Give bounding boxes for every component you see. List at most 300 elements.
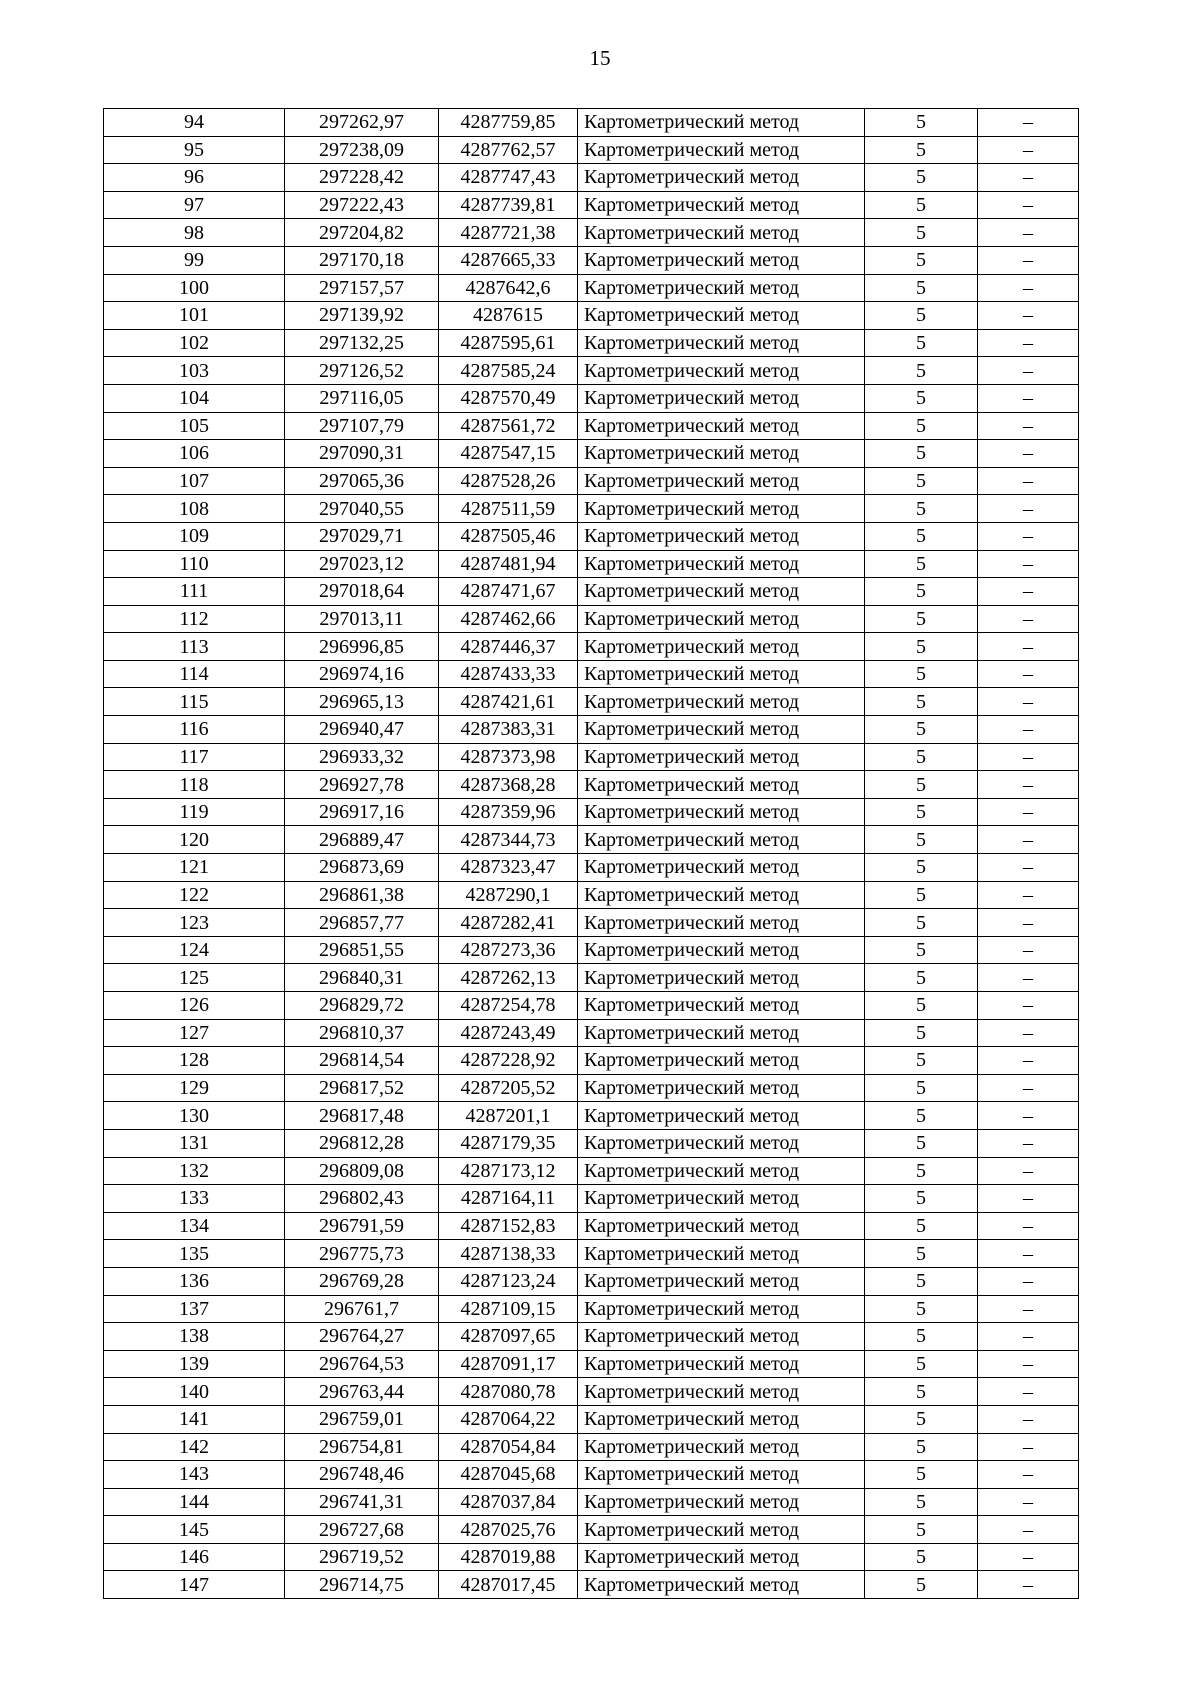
accuracy-cell: 5: [865, 1185, 978, 1213]
x-coordinate-cell: 296933,32: [285, 743, 439, 771]
accuracy-cell: 5: [865, 716, 978, 744]
x-coordinate-cell: 296741,31: [285, 1488, 439, 1516]
point-number-cell: 94: [104, 109, 285, 137]
accuracy-cell: 5: [865, 1461, 978, 1489]
accuracy-cell: 5: [865, 522, 978, 550]
x-coordinate-cell: 297065,36: [285, 467, 439, 495]
x-coordinate-cell: 296764,27: [285, 1323, 439, 1351]
method-cell: Картометрический метод: [578, 771, 865, 799]
table-row: [104, 384, 1079, 412]
table-row: [104, 302, 1079, 330]
table-row: [104, 964, 1079, 992]
point-number-cell: 98: [104, 219, 285, 247]
accuracy-cell: 5: [865, 605, 978, 633]
table-row: [104, 605, 1079, 633]
note-cell: –: [978, 1074, 1079, 1102]
accuracy-cell: 5: [865, 1129, 978, 1157]
note-cell: –: [978, 495, 1079, 523]
x-coordinate-cell: 297262,97: [285, 109, 439, 137]
x-coordinate-cell: 296974,16: [285, 660, 439, 688]
x-coordinate-cell: 297228,42: [285, 164, 439, 192]
accuracy-cell: 5: [865, 1240, 978, 1268]
point-number-cell: 106: [104, 440, 285, 468]
x-coordinate-cell: 296759,01: [285, 1405, 439, 1433]
method-cell: Картометрический метод: [578, 909, 865, 937]
y-coordinate-cell: 4287511,59: [439, 495, 578, 523]
table-row: [104, 854, 1079, 882]
point-number-cell: 111: [104, 578, 285, 606]
table-row: [104, 992, 1079, 1020]
note-cell: –: [978, 1350, 1079, 1378]
x-coordinate-cell: 297204,82: [285, 219, 439, 247]
x-coordinate-cell: 296727,68: [285, 1516, 439, 1544]
point-number-cell: 120: [104, 826, 285, 854]
method-cell: Картометрический метод: [578, 1129, 865, 1157]
table-row: [104, 1571, 1079, 1599]
accuracy-cell: 5: [865, 1571, 978, 1599]
note-cell: –: [978, 136, 1079, 164]
point-number-cell: 123: [104, 909, 285, 937]
point-number-cell: 134: [104, 1212, 285, 1240]
table-row: [104, 109, 1079, 137]
note-cell: –: [978, 771, 1079, 799]
table-row: [104, 1405, 1079, 1433]
accuracy-cell: 5: [865, 495, 978, 523]
table-row: [104, 136, 1079, 164]
x-coordinate-cell: 296927,78: [285, 771, 439, 799]
accuracy-cell: 5: [865, 412, 978, 440]
accuracy-cell: 5: [865, 1433, 978, 1461]
method-cell: Картометрический метод: [578, 191, 865, 219]
accuracy-cell: 5: [865, 246, 978, 274]
method-cell: Картометрический метод: [578, 743, 865, 771]
note-cell: –: [978, 1323, 1079, 1351]
method-cell: Картометрический метод: [578, 1571, 865, 1599]
y-coordinate-cell: 4287025,76: [439, 1516, 578, 1544]
point-number-cell: 125: [104, 964, 285, 992]
note-cell: –: [978, 274, 1079, 302]
table-row: [104, 826, 1079, 854]
x-coordinate-cell: 296861,38: [285, 881, 439, 909]
point-number-cell: 108: [104, 495, 285, 523]
y-coordinate-cell: 4287570,49: [439, 384, 578, 412]
x-coordinate-cell: 296873,69: [285, 854, 439, 882]
accuracy-cell: 5: [865, 1102, 978, 1130]
accuracy-cell: 5: [865, 1405, 978, 1433]
accuracy-cell: 5: [865, 1350, 978, 1378]
point-number-cell: 105: [104, 412, 285, 440]
point-number-cell: 117: [104, 743, 285, 771]
method-cell: Картометрический метод: [578, 1157, 865, 1185]
table-row: [104, 412, 1079, 440]
note-cell: –: [978, 633, 1079, 661]
note-cell: –: [978, 660, 1079, 688]
point-number-cell: 114: [104, 660, 285, 688]
table-row: [104, 1047, 1079, 1075]
method-cell: Картометрический метод: [578, 219, 865, 247]
y-coordinate-cell: 4287019,88: [439, 1543, 578, 1571]
point-number-cell: 130: [104, 1102, 285, 1130]
y-coordinate-cell: 4287243,49: [439, 1019, 578, 1047]
accuracy-cell: 5: [865, 1267, 978, 1295]
note-cell: –: [978, 964, 1079, 992]
table-row: [104, 1267, 1079, 1295]
y-coordinate-cell: 4287344,73: [439, 826, 578, 854]
accuracy-cell: 5: [865, 964, 978, 992]
accuracy-cell: 5: [865, 302, 978, 330]
table-row: [104, 191, 1079, 219]
table-row: [104, 246, 1079, 274]
accuracy-cell: 5: [865, 798, 978, 826]
table-row: [104, 1185, 1079, 1213]
note-cell: –: [978, 881, 1079, 909]
point-number-cell: 137: [104, 1295, 285, 1323]
point-number-cell: 136: [104, 1267, 285, 1295]
note-cell: –: [978, 992, 1079, 1020]
point-number-cell: 118: [104, 771, 285, 799]
note-cell: –: [978, 1019, 1079, 1047]
table-row: [104, 1378, 1079, 1406]
y-coordinate-cell: 4287368,28: [439, 771, 578, 799]
point-number-cell: 135: [104, 1240, 285, 1268]
note-cell: –: [978, 605, 1079, 633]
table-row: [104, 1102, 1079, 1130]
table-row: [104, 1461, 1079, 1489]
x-coordinate-cell: 297157,57: [285, 274, 439, 302]
note-cell: –: [978, 1433, 1079, 1461]
note-cell: –: [978, 1461, 1079, 1489]
y-coordinate-cell: 4287064,22: [439, 1405, 578, 1433]
note-cell: –: [978, 412, 1079, 440]
table-row: [104, 1350, 1079, 1378]
y-coordinate-cell: 4287273,36: [439, 936, 578, 964]
point-number-cell: 110: [104, 550, 285, 578]
x-coordinate-cell: 297170,18: [285, 246, 439, 274]
y-coordinate-cell: 4287037,84: [439, 1488, 578, 1516]
method-cell: Картометрический метод: [578, 1240, 865, 1268]
x-coordinate-cell: 296829,72: [285, 992, 439, 1020]
accuracy-cell: 5: [865, 1378, 978, 1406]
note-cell: –: [978, 1488, 1079, 1516]
accuracy-cell: 5: [865, 467, 978, 495]
y-coordinate-cell: 4287173,12: [439, 1157, 578, 1185]
accuracy-cell: 5: [865, 1516, 978, 1544]
note-cell: –: [978, 936, 1079, 964]
table-row: [104, 1488, 1079, 1516]
accuracy-cell: 5: [865, 357, 978, 385]
point-number-cell: 101: [104, 302, 285, 330]
method-cell: Картометрический метод: [578, 578, 865, 606]
accuracy-cell: 5: [865, 1047, 978, 1075]
accuracy-cell: 5: [865, 440, 978, 468]
table-row: [104, 495, 1079, 523]
method-cell: Картометрический метод: [578, 440, 865, 468]
y-coordinate-cell: 4287528,26: [439, 467, 578, 495]
x-coordinate-cell: 296940,47: [285, 716, 439, 744]
note-cell: –: [978, 329, 1079, 357]
y-coordinate-cell: 4287383,31: [439, 716, 578, 744]
method-cell: Картометрический метод: [578, 826, 865, 854]
point-number-cell: 127: [104, 1019, 285, 1047]
y-coordinate-cell: 4287762,57: [439, 136, 578, 164]
method-cell: Картометрический метод: [578, 1350, 865, 1378]
y-coordinate-cell: 4287615: [439, 302, 578, 330]
method-cell: Картометрический метод: [578, 329, 865, 357]
point-number-cell: 113: [104, 633, 285, 661]
y-coordinate-cell: 4287254,78: [439, 992, 578, 1020]
method-cell: Картометрический метод: [578, 357, 865, 385]
table-row: [104, 1074, 1079, 1102]
note-cell: –: [978, 1571, 1079, 1599]
x-coordinate-cell: 297126,52: [285, 357, 439, 385]
note-cell: –: [978, 1267, 1079, 1295]
point-number-cell: 132: [104, 1157, 285, 1185]
y-coordinate-cell: 4287642,6: [439, 274, 578, 302]
point-number-cell: 131: [104, 1129, 285, 1157]
point-number-cell: 147: [104, 1571, 285, 1599]
note-cell: –: [978, 219, 1079, 247]
y-coordinate-cell: 4287595,61: [439, 329, 578, 357]
x-coordinate-cell: 296714,75: [285, 1571, 439, 1599]
y-coordinate-cell: 4287433,33: [439, 660, 578, 688]
note-cell: –: [978, 109, 1079, 137]
point-number-cell: 139: [104, 1350, 285, 1378]
x-coordinate-cell: 297013,11: [285, 605, 439, 633]
method-cell: Картометрический метод: [578, 798, 865, 826]
method-cell: Картометрический метод: [578, 274, 865, 302]
x-coordinate-cell: 296764,53: [285, 1350, 439, 1378]
x-coordinate-cell: 296810,37: [285, 1019, 439, 1047]
y-coordinate-cell: 4287665,33: [439, 246, 578, 274]
x-coordinate-cell: 296761,7: [285, 1295, 439, 1323]
note-cell: –: [978, 1212, 1079, 1240]
method-cell: Картометрический метод: [578, 1267, 865, 1295]
note-cell: –: [978, 550, 1079, 578]
point-number-cell: 141: [104, 1405, 285, 1433]
note-cell: –: [978, 826, 1079, 854]
accuracy-cell: 5: [865, 164, 978, 192]
point-number-cell: 146: [104, 1543, 285, 1571]
x-coordinate-cell: 297222,43: [285, 191, 439, 219]
table-row: [104, 329, 1079, 357]
x-coordinate-cell: 296809,08: [285, 1157, 439, 1185]
x-coordinate-cell: 297023,12: [285, 550, 439, 578]
accuracy-cell: 5: [865, 881, 978, 909]
point-number-cell: 122: [104, 881, 285, 909]
method-cell: Картометрический метод: [578, 467, 865, 495]
method-cell: Картометрический метод: [578, 246, 865, 274]
note-cell: –: [978, 716, 1079, 744]
point-number-cell: 133: [104, 1185, 285, 1213]
table-row: [104, 1295, 1079, 1323]
x-coordinate-cell: 296889,47: [285, 826, 439, 854]
table-row: [104, 716, 1079, 744]
method-cell: Картометрический метод: [578, 688, 865, 716]
method-cell: Картометрический метод: [578, 412, 865, 440]
x-coordinate-cell: 297029,71: [285, 522, 439, 550]
x-coordinate-cell: 297090,31: [285, 440, 439, 468]
y-coordinate-cell: 4287421,61: [439, 688, 578, 716]
y-coordinate-cell: 4287123,24: [439, 1267, 578, 1295]
table-row: [104, 743, 1079, 771]
y-coordinate-cell: 4287547,15: [439, 440, 578, 468]
point-number-cell: 129: [104, 1074, 285, 1102]
method-cell: Картометрический метод: [578, 936, 865, 964]
y-coordinate-cell: 4287471,67: [439, 578, 578, 606]
accuracy-cell: 5: [865, 550, 978, 578]
table-row: [104, 1433, 1079, 1461]
accuracy-cell: 5: [865, 936, 978, 964]
point-number-cell: 128: [104, 1047, 285, 1075]
method-cell: Картометрический метод: [578, 1019, 865, 1047]
method-cell: Картометрический метод: [578, 1433, 865, 1461]
point-number-cell: 140: [104, 1378, 285, 1406]
note-cell: –: [978, 909, 1079, 937]
y-coordinate-cell: 4287164,11: [439, 1185, 578, 1213]
page-number: 15: [589, 46, 611, 70]
method-cell: Картометрический метод: [578, 495, 865, 523]
note-cell: –: [978, 578, 1079, 606]
note-cell: –: [978, 1240, 1079, 1268]
y-coordinate-cell: 4287585,24: [439, 357, 578, 385]
note-cell: –: [978, 467, 1079, 495]
accuracy-cell: 5: [865, 1157, 978, 1185]
table-row: [104, 881, 1079, 909]
x-coordinate-cell: 297238,09: [285, 136, 439, 164]
x-coordinate-cell: 296775,73: [285, 1240, 439, 1268]
method-cell: Картометрический метод: [578, 1461, 865, 1489]
accuracy-cell: 5: [865, 688, 978, 716]
table-row: [104, 660, 1079, 688]
accuracy-cell: 5: [865, 771, 978, 799]
table-row: [104, 164, 1079, 192]
y-coordinate-cell: 4287017,45: [439, 1571, 578, 1599]
x-coordinate-cell: 296754,81: [285, 1433, 439, 1461]
method-cell: Картометрический метод: [578, 1102, 865, 1130]
method-cell: Картометрический метод: [578, 550, 865, 578]
accuracy-cell: 5: [865, 1074, 978, 1102]
x-coordinate-cell: 296719,52: [285, 1543, 439, 1571]
point-number-cell: 100: [104, 274, 285, 302]
accuracy-cell: 5: [865, 109, 978, 137]
point-number-cell: 119: [104, 798, 285, 826]
point-number-cell: 126: [104, 992, 285, 1020]
accuracy-cell: 5: [865, 1019, 978, 1047]
method-cell: Картометрический метод: [578, 1212, 865, 1240]
table-row: [104, 909, 1079, 937]
x-coordinate-cell: 296996,85: [285, 633, 439, 661]
method-cell: Картометрический метод: [578, 881, 865, 909]
accuracy-cell: 5: [865, 274, 978, 302]
accuracy-cell: 5: [865, 660, 978, 688]
table-row: [104, 798, 1079, 826]
y-coordinate-cell: 4287323,47: [439, 854, 578, 882]
point-number-cell: 109: [104, 522, 285, 550]
accuracy-cell: 5: [865, 136, 978, 164]
table-row: [104, 1129, 1079, 1157]
note-cell: –: [978, 302, 1079, 330]
note-cell: –: [978, 743, 1079, 771]
method-cell: Картометрический метод: [578, 136, 865, 164]
x-coordinate-cell: 296917,16: [285, 798, 439, 826]
y-coordinate-cell: 4287097,65: [439, 1323, 578, 1351]
x-coordinate-cell: 296851,55: [285, 936, 439, 964]
y-coordinate-cell: 4287446,37: [439, 633, 578, 661]
x-coordinate-cell: 296802,43: [285, 1185, 439, 1213]
point-number-cell: 95: [104, 136, 285, 164]
accuracy-cell: 5: [865, 219, 978, 247]
table-row: [104, 688, 1079, 716]
note-cell: –: [978, 1378, 1079, 1406]
accuracy-cell: 5: [865, 909, 978, 937]
y-coordinate-cell: 4287080,78: [439, 1378, 578, 1406]
note-cell: –: [978, 854, 1079, 882]
y-coordinate-cell: 4287282,41: [439, 909, 578, 937]
method-cell: Картометрический метод: [578, 1047, 865, 1075]
accuracy-cell: 5: [865, 992, 978, 1020]
point-number-cell: 107: [104, 467, 285, 495]
table-row: [104, 1157, 1079, 1185]
x-coordinate-cell: 296769,28: [285, 1267, 439, 1295]
accuracy-cell: 5: [865, 633, 978, 661]
y-coordinate-cell: 4287462,66: [439, 605, 578, 633]
note-cell: –: [978, 1185, 1079, 1213]
note-cell: –: [978, 1516, 1079, 1544]
y-coordinate-cell: 4287747,43: [439, 164, 578, 192]
note-cell: –: [978, 1102, 1079, 1130]
x-coordinate-cell: 296748,46: [285, 1461, 439, 1489]
table-row: [104, 1516, 1079, 1544]
x-coordinate-cell: 296814,54: [285, 1047, 439, 1075]
note-cell: –: [978, 1157, 1079, 1185]
method-cell: Картометрический метод: [578, 1488, 865, 1516]
accuracy-cell: 5: [865, 1323, 978, 1351]
note-cell: –: [978, 440, 1079, 468]
method-cell: Картометрический метод: [578, 1378, 865, 1406]
point-number-cell: 144: [104, 1488, 285, 1516]
table-row: [104, 274, 1079, 302]
table-row: [104, 440, 1079, 468]
accuracy-cell: 5: [865, 329, 978, 357]
table-row: [104, 578, 1079, 606]
coordinates-table: [103, 108, 1079, 1599]
accuracy-cell: 5: [865, 743, 978, 771]
note-cell: –: [978, 1543, 1079, 1571]
accuracy-cell: 5: [865, 1295, 978, 1323]
x-coordinate-cell: 296763,44: [285, 1378, 439, 1406]
table-row: [104, 936, 1079, 964]
table-row: [104, 522, 1079, 550]
note-cell: –: [978, 1129, 1079, 1157]
method-cell: Картометрический метод: [578, 1295, 865, 1323]
y-coordinate-cell: 4287228,92: [439, 1047, 578, 1075]
y-coordinate-cell: 4287054,84: [439, 1433, 578, 1461]
table-row: [104, 1019, 1079, 1047]
method-cell: Картометрический метод: [578, 854, 865, 882]
y-coordinate-cell: 4287359,96: [439, 798, 578, 826]
x-coordinate-cell: 297139,92: [285, 302, 439, 330]
method-cell: Картометрический метод: [578, 1516, 865, 1544]
note-cell: –: [978, 1295, 1079, 1323]
point-number-cell: 99: [104, 246, 285, 274]
y-coordinate-cell: 4287179,35: [439, 1129, 578, 1157]
method-cell: Картометрический метод: [578, 1185, 865, 1213]
method-cell: Картометрический метод: [578, 633, 865, 661]
table-row: [104, 550, 1079, 578]
method-cell: Картометрический метод: [578, 522, 865, 550]
table-row: [104, 1543, 1079, 1571]
y-coordinate-cell: 4287561,72: [439, 412, 578, 440]
